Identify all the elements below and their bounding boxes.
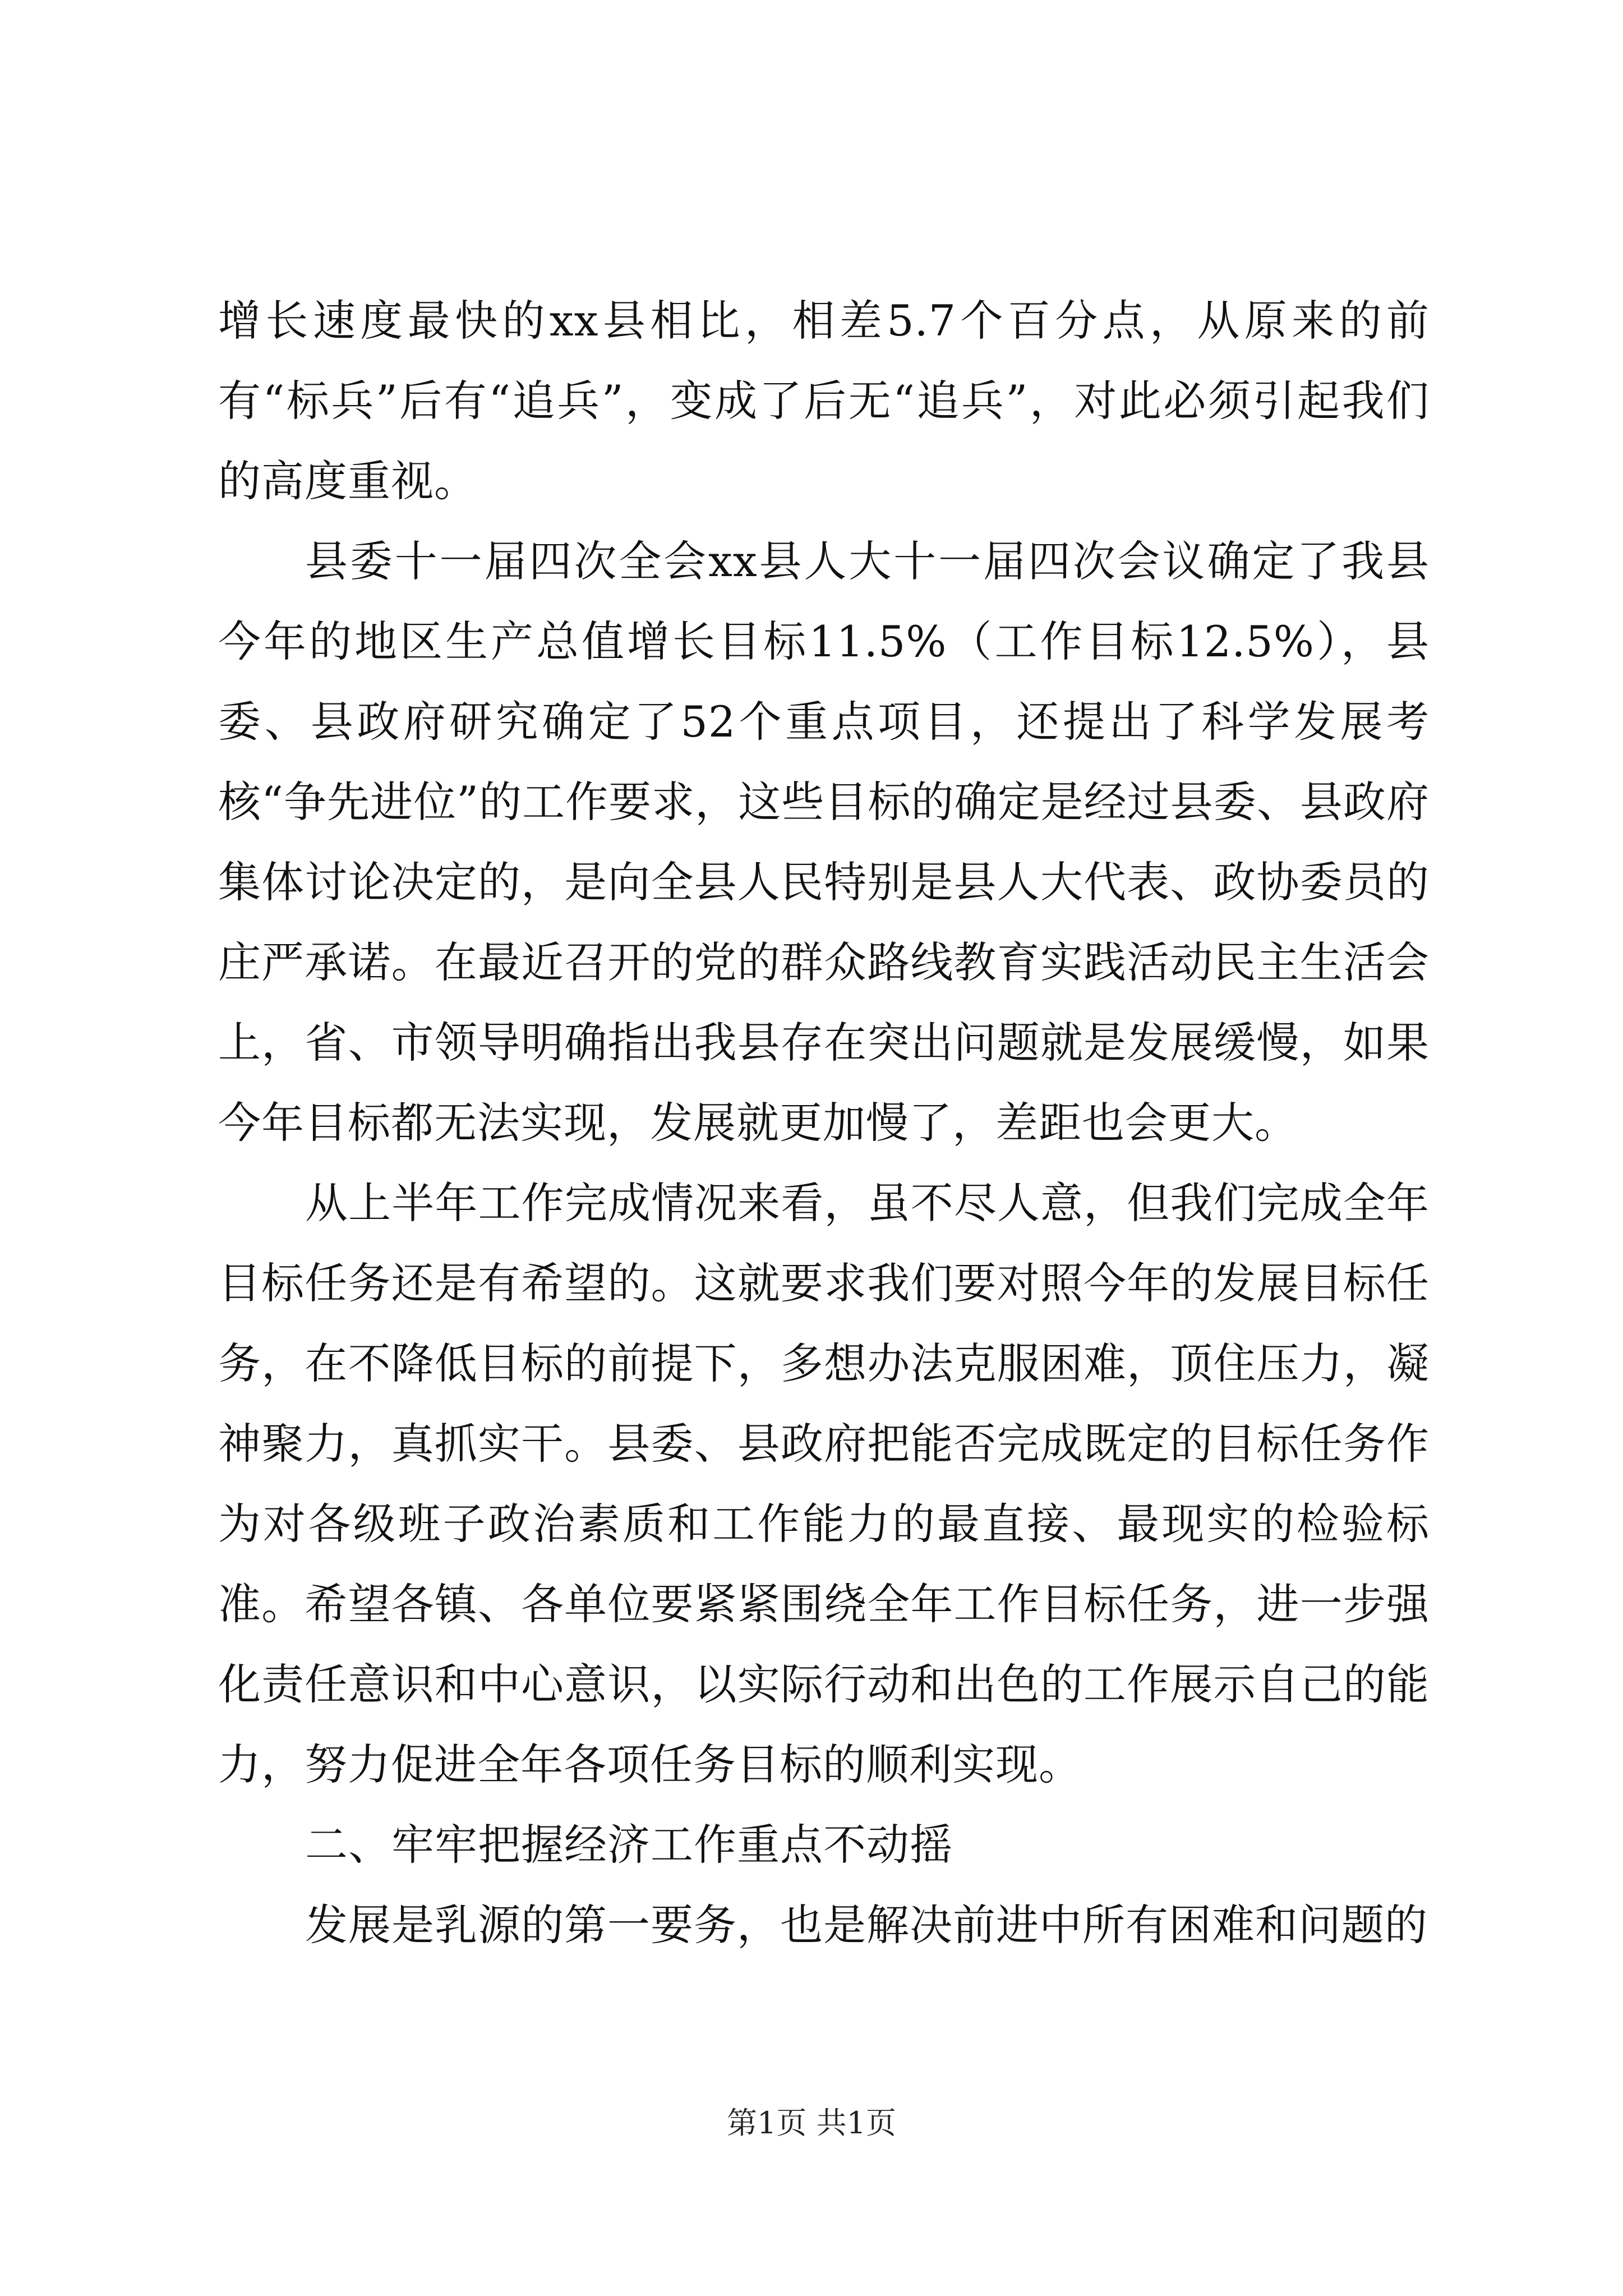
paragraph-3: 从上半年工作完成情况来看，虽不尽人意，但我们完成全年目标任务还是有希望的。这就要求我们要对照今年的发展目标任务，在不降低目标的前提下，多想办法克服困难，顶住压力，凝神聚力，真抓实干。县委、县政府把能否完成既定的目标任务作为对各级班子政治素质和工作能力的最直接、最现实的检验标准。希望各镇、各单位要紧紧围绕全年工作目标任务，进一步强化责任意识和中心意识，以实际行动和出色的工作展示自己的能力，努力促进全年各项任务目标的顺利实现。	[218, 1178, 1430, 1789]
section-heading: 二、牢牢把握经济工作重点不动摇	[305, 1820, 953, 1870]
paragraph-4: 发展是乳源的第一要务，也是解决前进中所有困难和问题的	[305, 1900, 1428, 1950]
document-body	[218, 280, 1430, 1965]
paragraph-1: 增长速度最快的xx县相比，相差5.7个百分点，从原来的前有“标兵”后有“追兵”，变成了后无“追兵”，对此必须引起我们的高度重视。	[218, 296, 1430, 506]
paragraph-2: 县委十一届四次全会xx县人大十一届四次会议确定了我县今年的地区生产总值增长目标11.5%（工作目标12.5%），县委、县政府研究确定了52个重点项目，还提出了科学发展考核“争先进位”的工作要求，这些目标的确定是经过县委、县政府集体讨论决定的，是向全县人民特别是县人大代表、政协委员的庄严承诺。在最近召开的党的群众路线教育实践活动民主生活会上，省、市领导明确指出我县存在突出问题就是发展缓慢，如果今年目标都无法实现，发展就更加慢了，差距也会更大。	[218, 536, 1430, 1148]
page-footer: 第1页 共1页	[727, 2105, 896, 2141]
